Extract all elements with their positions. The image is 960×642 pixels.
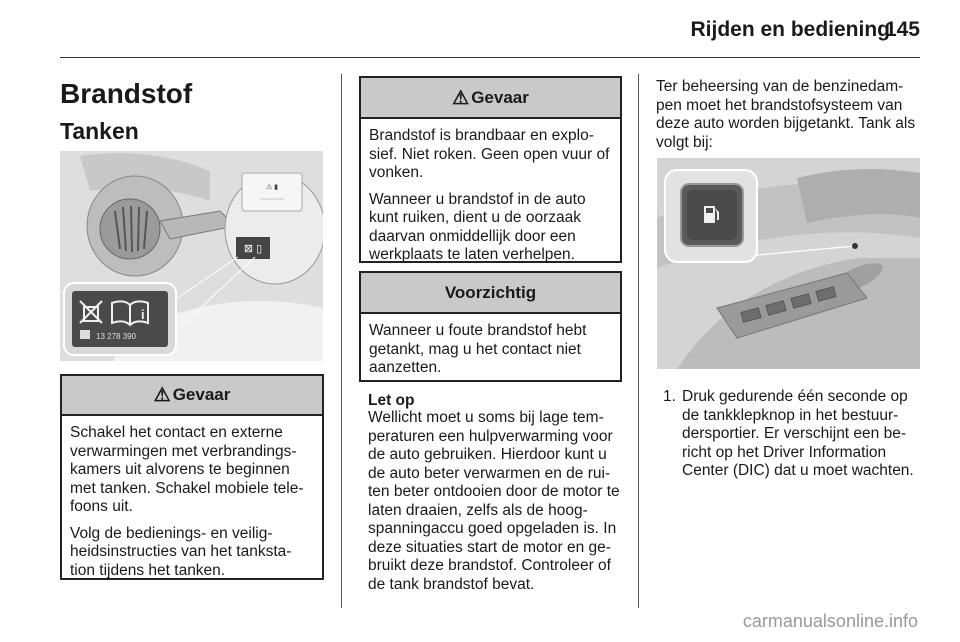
caution-box-text: Wanneer u foute brandstof hebt getankt, mag u het contact niet aanzetten. — [369, 322, 587, 376]
danger-box-2 — [359, 76, 622, 263]
page-number: 145 — [884, 18, 920, 41]
warning-triangle-icon: ⚠ — [452, 88, 470, 109]
section-heading: Brandstof — [60, 78, 193, 109]
svg-text:~~~~~~~~: ~~~~~~~~ — [260, 197, 284, 203]
note-title: Let op — [368, 392, 415, 409]
danger-box-2-body — [361, 119, 620, 265]
caution-box-title: Voorzichtig — [361, 273, 620, 314]
danger-box-2-paragraph: Brandstof is brandbaar en explo-sief. Niet roken. Geen open vuur of vonken. — [369, 127, 610, 181]
step-number: 1. — [663, 388, 676, 405]
subsection-heading: Tanken — [60, 118, 139, 144]
svg-text:⚠ ▮: ⚠ ▮ — [265, 184, 279, 191]
intro-paragraph: Ter beheersing van de benzinedam-pen moet het brandstofsysteem van deze auto worden bijgetankt. Tank als volgt bij: — [656, 78, 916, 151]
danger-box-2-header — [361, 78, 620, 119]
danger-box-1-body — [62, 416, 322, 580]
header-rule — [60, 57, 920, 58]
danger-box-2-title: Gevaar — [471, 88, 529, 107]
watermark: carmanualsonline.info — [742, 611, 918, 631]
danger-box-1-header — [62, 376, 322, 416]
running-header-title: Rijden en bediening — [690, 18, 890, 41]
note-text: Wellicht moet u soms bij lage tem-peraturen een hulpverwarming voor de auto gebruiken. Hierdoor kunt u de auto beter verwarmen en de rui-ten beter ontdooien door de motor te laten draaien, zelfs als de hoog-spanningaccu goed opgeladen is. In deze situaties start de motor en ge-bruikt deze brandstof. Controleer of de tank brandstof bevat. — [368, 409, 620, 593]
fuel-filler-figure — [60, 151, 323, 361]
danger-box-2-paragraph: Wanneer u brandstof in de auto kunt ruiken, dient u de oorzaak daarvan onmiddellijk door een werkplaats te laten verhelpen. — [369, 190, 586, 263]
danger-box-1 — [60, 374, 324, 580]
svg-text:i: i — [141, 307, 145, 322]
column-divider-1 — [341, 74, 342, 608]
danger-box-1-paragraph: Volg de bedienings- en veilig-heidsinstructies van het tanksta-tion tijdens het tanken. — [70, 524, 292, 579]
svg-text:⊠ ▯: ⊠ ▯ — [243, 243, 263, 255]
door-panel-figure — [657, 158, 920, 369]
step-text: Druk gedurende één seconde op de tankklepknop in het bestuur-dersportier. Er verschijnt een be-richt op het Driver Information Center (DIC) dat u moet wachten. — [682, 388, 914, 479]
caution-box — [359, 271, 622, 382]
danger-box-1-paragraph: Schakel het contact en externe verwarmingen met verbrandings-kamers uit alvorens te beginnen met tanken. Schakel mobiele tele-foons uit. — [70, 424, 304, 515]
door-panel-illustration — [657, 158, 920, 369]
warning-triangle-icon: ⚠ — [153, 385, 171, 406]
column-divider-2 — [638, 74, 639, 608]
fuel-filler-illustration — [60, 151, 323, 361]
danger-box-1-title: Gevaar — [172, 385, 231, 404]
figure-label-number: 13 278 390 — [96, 332, 137, 341]
